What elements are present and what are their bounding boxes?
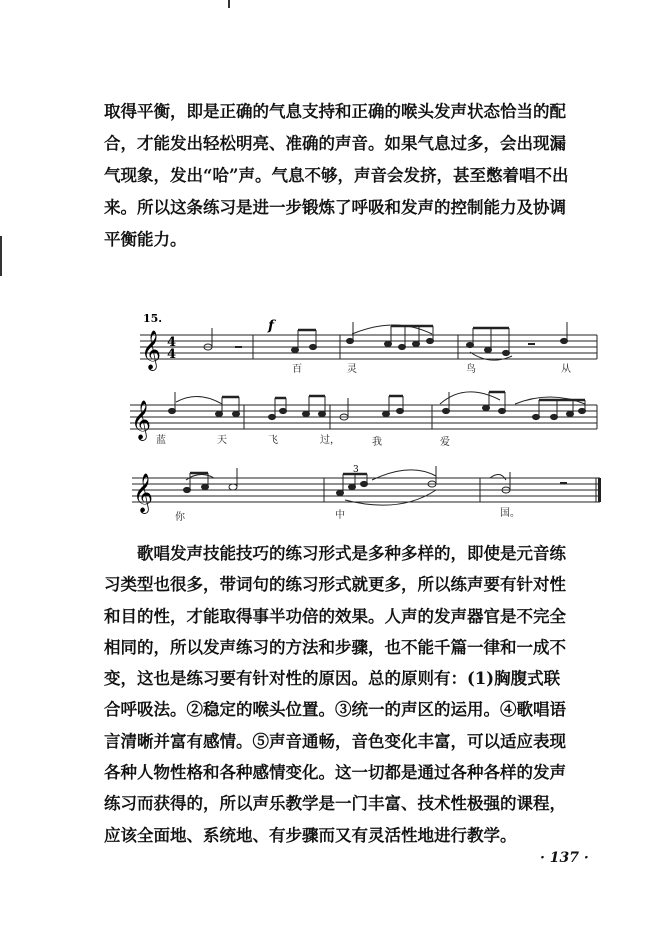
text-line: 来。所以这条练习是进一步锻炼了呼吸和发声的控制能力及协调 [104, 198, 566, 217]
text-line: 和目的性，才能取得事半功倍的效果。人声的发声器官是不完全 [104, 606, 566, 626]
lyric: 过， [320, 435, 340, 446]
lyric: 你 [175, 512, 185, 523]
text-line: 平衡能力。 [104, 230, 187, 249]
time-signature-top: 4 [167, 335, 177, 350]
text-line: 合呼吸法。②稳定的喉头位置。③统一的声区的运用。④歌唱语 [104, 700, 566, 720]
lyric: 国。 [500, 508, 520, 519]
lyric: 爱 [440, 437, 450, 448]
text-line: 习类型也很多，带词句的练习形式就更多，所以练声要有针对性 [104, 575, 566, 595]
treble-clef-icon: 𝄞 [141, 330, 162, 370]
text-line: 变，这也是练习要有针对性的原因。总的原则有：(1)胸腹式联 [104, 669, 561, 689]
exercise-number: 15. [143, 312, 163, 325]
lyric: 百 [292, 364, 302, 375]
text-line: 气现象，发出“哈”声。气息不够，声音会发挤，甚至憋着唱不出 [104, 166, 569, 185]
triplet-mark: 3 [353, 465, 359, 475]
lyric: 鸟 [466, 364, 476, 375]
lyric: 飞 [268, 435, 278, 446]
bottom-paragraph [104, 538, 609, 851]
final-barline [598, 478, 601, 502]
text-line: 歌唱发声技能技巧的练习形式是多种多样的，即使是元音练 [137, 544, 566, 563]
page-number: · 137 · [540, 850, 589, 866]
time-signature-bottom: 4 [167, 347, 177, 362]
staff-1 [140, 335, 597, 359]
text-line: 相同的，所以发声练习的方法和步骤，也不能千篇一律和一成不 [104, 637, 566, 657]
lyric: 灵 [347, 364, 357, 375]
lyric: 蓝 [156, 435, 166, 446]
text-line: 合，才能发出轻松明亮、准确的声音。如果气息过多，会出现漏 [104, 134, 566, 153]
text-line: 各种人物性格和各种感情变化。这一切都是通过各种各样的发声 [104, 763, 566, 783]
lyric: 天 [217, 435, 227, 446]
lyric: 从 [561, 364, 571, 375]
staff-2 [130, 405, 597, 429]
lyric: 中 [335, 510, 345, 521]
text-line: 练习而获得的，所以声乐教学是一门丰富、技术性极强的课程， [104, 794, 566, 814]
text-line: 应该全面地、系统地、有步骤而又有灵活性地进行教学。 [104, 825, 517, 845]
dynamic-marking: f [268, 318, 275, 334]
barlines [244, 335, 597, 502]
lyric: 我 [372, 437, 382, 448]
text-line: 言清晰并富有感情。⑤声音通畅，音色变化丰富，可以适应表现 [104, 731, 566, 751]
notes-line-2 [169, 392, 586, 420]
treble-clef-icon: 𝄞 [131, 400, 152, 440]
notes-line-3 [184, 466, 568, 505]
text-line: 取得平衡，即是正确的气息支持和正确的喉头发声状态恰当的配 [104, 102, 566, 121]
treble-clef-icon: 𝄞 [133, 473, 154, 513]
